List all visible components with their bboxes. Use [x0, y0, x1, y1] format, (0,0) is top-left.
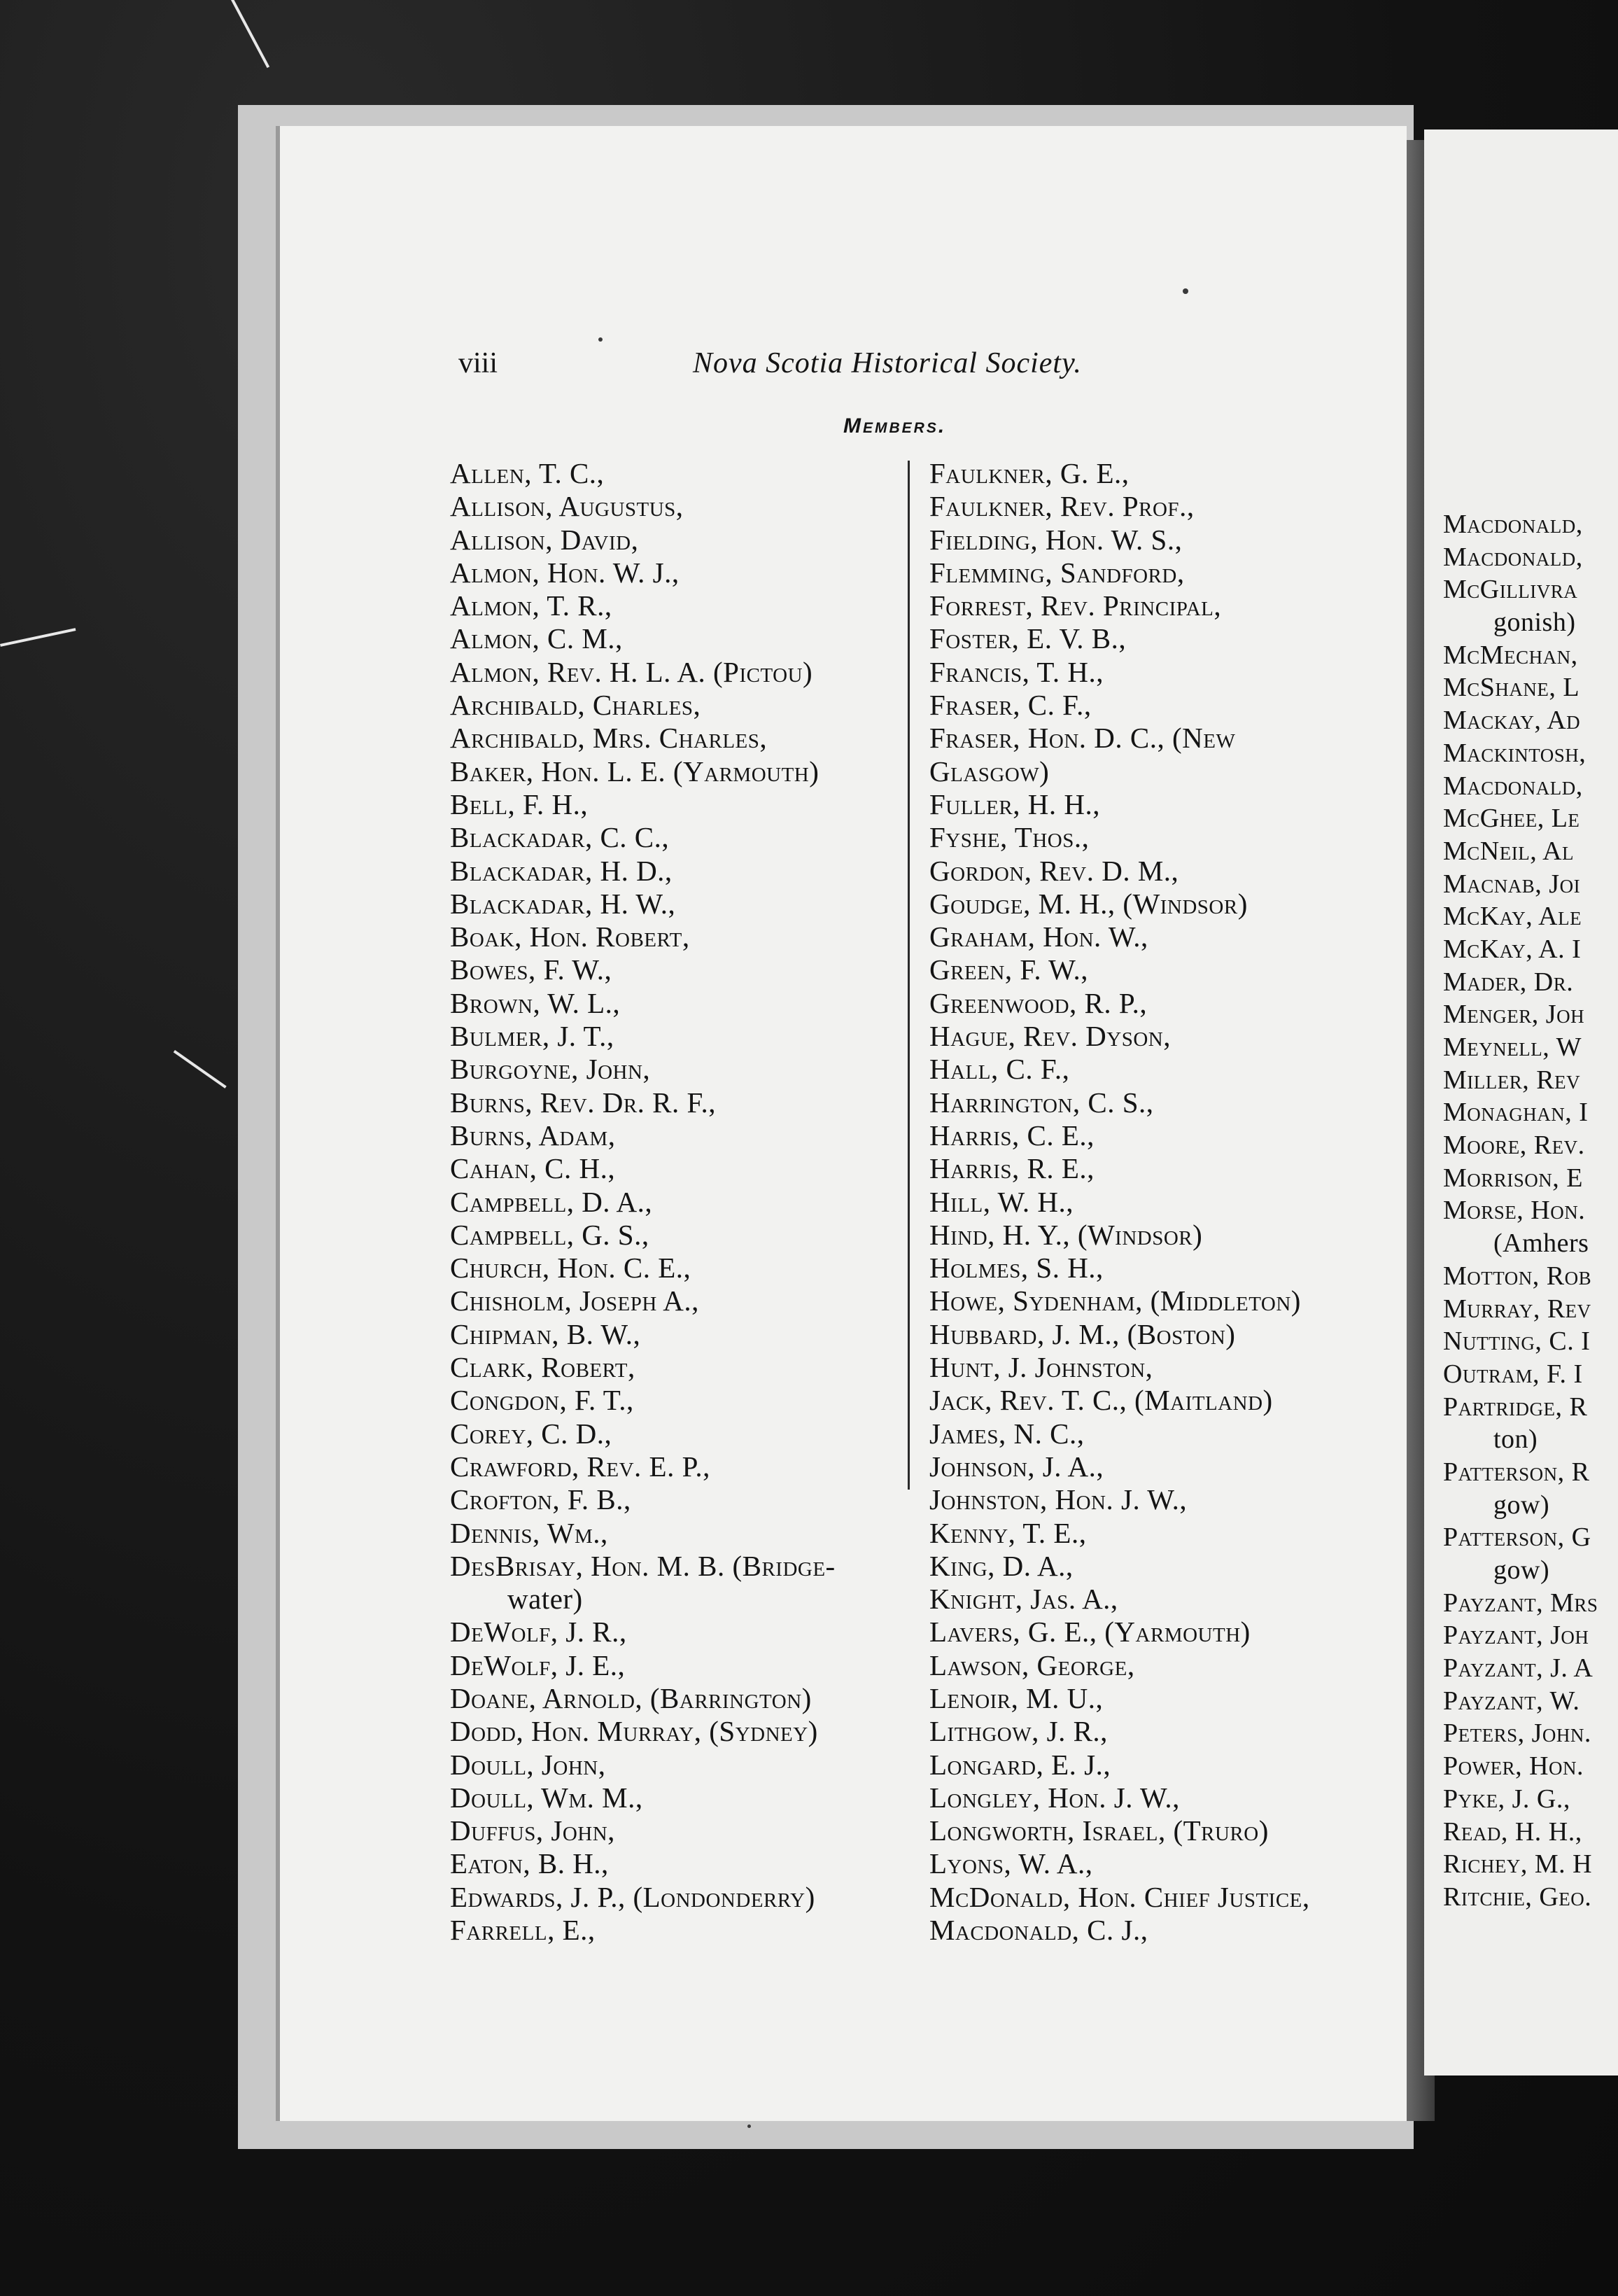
member-entry: Blackadar, H. D., — [450, 854, 673, 887]
member-entry: Bell, F. H., — [450, 788, 589, 820]
member-entry-partial: Murray, Rev — [1443, 1294, 1591, 1324]
member-entry: Lavers, G. E., (Yarmouth) — [929, 1616, 1251, 1648]
member-entry: Allen, T. C., — [450, 457, 605, 489]
member-entry: Clark, Robert, — [450, 1351, 635, 1384]
member-entry: Blackadar, H. W., — [450, 887, 676, 920]
member-entry-partial: Partridge, R — [1443, 1392, 1588, 1422]
member-entry-partial: Meynell, W — [1443, 1032, 1582, 1062]
member-entry-partial: Macdonald, — [1443, 771, 1583, 801]
member-entry-partial: Monaghan, I — [1443, 1098, 1589, 1128]
member-entry: Johnson, J. A., — [929, 1450, 1104, 1483]
member-entry-partial: Peters, John. — [1443, 1718, 1591, 1749]
member-entry: Hind, H. Y., (Windsor) — [929, 1218, 1203, 1251]
member-entry-partial: Patterson, G — [1443, 1522, 1591, 1553]
member-entry: Allison, David, — [450, 523, 639, 556]
member-entry-partial: McNeil, Al — [1443, 836, 1575, 866]
member-entry: Chipman, B. W., — [450, 1317, 641, 1350]
dust-speck — [747, 2124, 751, 2128]
member-entry: Almon, Rev. H. L. A. (Pictou) — [450, 655, 813, 688]
member-entry-partial: gonish) — [1493, 608, 1576, 638]
member-entry: Howe, Sydenham, (Middleton) — [929, 1284, 1301, 1317]
member-entry: Holmes, S. H., — [929, 1252, 1104, 1284]
member-entry: Lithgow, J. R., — [929, 1715, 1108, 1748]
member-entry: Almon, T. R., — [450, 589, 612, 622]
member-entry-partial: Macdonald, — [1443, 542, 1583, 572]
member-entry: Almon, Hon. W. J., — [450, 556, 680, 589]
member-entry: DeWolf, J. R., — [450, 1616, 627, 1648]
member-entry-partial: Patterson, R — [1443, 1457, 1590, 1487]
member-entry: Baker, Hon. L. E. (Yarmouth) — [450, 755, 819, 788]
member-entry: Chisholm, Joseph A., — [450, 1284, 699, 1317]
member-entry: Harrington, C. S., — [929, 1086, 1154, 1119]
member-entry: DeWolf, J. E., — [450, 1648, 626, 1681]
member-entry: Fraser, C. F., — [929, 689, 1092, 722]
member-entry: Congdon, F. T., — [450, 1384, 634, 1417]
member-entry: Faulkner, Rev. Prof., — [929, 490, 1195, 523]
member-entry: Greenwood, R. P., — [929, 986, 1148, 1019]
member-entry-partial: Moore, Rev. — [1443, 1130, 1585, 1161]
member-entry-partial: Motton, Rob — [1443, 1261, 1592, 1291]
member-entry-partial: (Amhers — [1493, 1228, 1589, 1259]
member-entry: Bulmer, J. T., — [450, 1020, 614, 1053]
member-entry: Bowes, F. W., — [450, 953, 612, 986]
member-entry: Doull, Wm. M., — [450, 1781, 643, 1814]
member-entry-partial: gow) — [1493, 1555, 1550, 1585]
dust-speck — [1183, 288, 1188, 294]
member-entry: Archibald, Mrs. Charles, — [450, 722, 768, 755]
member-entry: Lawson, George, — [929, 1648, 1135, 1681]
member-entry: Harris, C. E., — [929, 1119, 1095, 1152]
member-entry-partial: Mackay, Ad — [1443, 706, 1581, 736]
column-rule — [908, 461, 910, 1490]
member-entry: Glasgow) — [929, 755, 1050, 788]
member-entry: Hunt, J. Johnston, — [929, 1351, 1153, 1384]
member-entry-partial: McKay, Ale — [1443, 902, 1582, 932]
page-number: viii — [458, 347, 498, 379]
member-entry-partial: Ritchie, Geo. — [1443, 1882, 1592, 1912]
members-list-right — [929, 457, 1405, 1947]
member-entry: Doane, Arnold, (Barrington) — [450, 1681, 812, 1714]
member-entry: Dodd, Hon. Murray, (Sydney) — [450, 1715, 818, 1748]
member-entry: James, N. C., — [929, 1417, 1085, 1450]
member-entry: Dennis, Wm., — [450, 1516, 608, 1549]
member-entry-partial: McShane, L — [1443, 673, 1580, 703]
member-entry: Campbell, G. S., — [450, 1218, 649, 1251]
member-entry: Blackadar, C. C., — [450, 821, 670, 854]
member-entry: Harris, R. E., — [929, 1152, 1095, 1185]
member-entry: Archibald, Charles, — [450, 689, 701, 722]
member-entry: Fyshe, Thos., — [929, 821, 1090, 854]
member-entry: Green, F. W., — [929, 953, 1089, 986]
section-heading: Members. — [843, 414, 947, 438]
member-entry: water) — [507, 1583, 583, 1616]
dust-speck — [598, 337, 603, 342]
member-entry: Farrell, E., — [450, 1914, 596, 1947]
member-entry: Hague, Rev. Dyson, — [929, 1020, 1171, 1053]
member-entry: Knight, Jas. A., — [929, 1583, 1118, 1616]
member-entry-partial: Morrison, E — [1443, 1163, 1584, 1193]
member-entry: Foster, E. V. B., — [929, 622, 1127, 655]
member-entry: Faulkner, G. E., — [929, 457, 1130, 489]
member-entry-partial: Menger, Joh — [1443, 1000, 1585, 1030]
members-list-left — [450, 457, 898, 1947]
members-list-next-page — [1443, 508, 1598, 1914]
member-entry-partial: McMechan, — [1443, 640, 1578, 670]
member-entry: Hall, C. F., — [929, 1053, 1070, 1086]
member-entry: Fraser, Hon. D. C., (New — [929, 722, 1236, 755]
member-entry: Gordon, Rev. D. M., — [929, 854, 1179, 887]
member-entry: Forrest, Rev. Principal, — [929, 589, 1222, 622]
member-entry-partial: Payzant, W. — [1443, 1686, 1580, 1716]
member-entry-partial: Richey, M. H — [1443, 1849, 1593, 1879]
member-entry-partial: gow) — [1493, 1490, 1550, 1520]
member-entry-partial: Payzant, Joh — [1443, 1620, 1589, 1651]
member-entry: Almon, C. M., — [450, 622, 623, 655]
member-entry: Burgoyne, John, — [450, 1053, 651, 1086]
member-entry: McDonald, Hon. Chief Justice, — [929, 1880, 1310, 1913]
member-entry: Cahan, C. H., — [450, 1152, 616, 1185]
member-entry: Longworth, Israel, (Truro) — [929, 1814, 1269, 1847]
member-entry: Francis, T. H., — [929, 655, 1104, 688]
member-entry: Duffus, John, — [450, 1814, 615, 1847]
member-entry-partial: Mackintosh, — [1443, 738, 1587, 768]
member-entry: Longley, Hon. J. W., — [929, 1781, 1180, 1814]
member-entry-partial: Payzant, J. A — [1443, 1653, 1594, 1684]
member-entry-partial: ton) — [1493, 1424, 1538, 1455]
member-entry: Fielding, Hon. W. S., — [929, 523, 1183, 556]
member-entry: Fuller, H. H., — [929, 788, 1100, 820]
member-entry-partial: Payzant, Mrs — [1443, 1588, 1598, 1618]
member-entry: Brown, W. L., — [450, 986, 621, 1019]
member-entry: Kenny, T. E., — [929, 1516, 1087, 1549]
member-entry-partial: Nutting, C. I — [1443, 1326, 1591, 1357]
member-entry: Doull, John, — [450, 1748, 606, 1781]
running-title: Nova Scotia Historical Society. — [693, 347, 1082, 379]
member-entry: Jack, Rev. T. C., (Maitland) — [929, 1384, 1273, 1417]
member-entry-partial: Macnab, Joi — [1443, 869, 1581, 899]
member-entry: Edwards, J. P., (Londonderry) — [450, 1880, 815, 1913]
member-entry-partial: Read, H. H., — [1443, 1816, 1582, 1847]
member-entry: Campbell, D. A., — [450, 1185, 653, 1218]
member-entry: Church, Hon. C. E., — [450, 1252, 691, 1284]
member-entry-partial: McGillivra — [1443, 575, 1578, 605]
member-entry: Goudge, M. H., (Windsor) — [929, 887, 1248, 920]
member-entry-partial: Miller, Rev — [1443, 1065, 1581, 1095]
member-entry-partial: Power, Hon. — [1443, 1751, 1584, 1782]
member-entry-partial: Outram, F. I — [1443, 1359, 1583, 1389]
member-entry: Longard, E. J., — [929, 1748, 1111, 1781]
member-entry: Allison, Augustus, — [450, 490, 684, 523]
member-entry: Lyons, W. A., — [929, 1847, 1093, 1880]
member-entry: Lenoir, M. U., — [929, 1681, 1104, 1714]
member-entry: Crawford, Rev. E. P., — [450, 1450, 710, 1483]
member-entry-partial: Morse, Hon. — [1443, 1196, 1586, 1226]
member-entry: Burns, Adam, — [450, 1119, 616, 1152]
member-entry: Eaton, B. H., — [450, 1847, 609, 1880]
member-entry-partial: Macdonald, — [1443, 510, 1583, 539]
member-entry: Johnston, Hon. J. W., — [929, 1483, 1188, 1516]
member-entry: Flemming, Sandford, — [929, 556, 1185, 589]
member-entry: Hubbard, J. M., (Boston) — [929, 1317, 1236, 1350]
member-entry: Hill, W. H., — [929, 1185, 1074, 1218]
member-entry: Boak, Hon. Robert, — [450, 920, 690, 953]
member-entry: Graham, Hon. W., — [929, 920, 1148, 953]
member-entry: DesBrisay, Hon. M. B. (Bridge- — [450, 1549, 836, 1582]
member-entry-partial: Pyke, J. G., — [1443, 1784, 1570, 1814]
member-entry: Crofton, F. B., — [450, 1483, 631, 1516]
member-entry-partial: Mader, Dr. — [1443, 967, 1574, 997]
member-entry: Corey, C. D., — [450, 1417, 612, 1450]
member-entry: King, D. A., — [929, 1549, 1074, 1582]
member-entry: Macdonald, C. J., — [929, 1914, 1148, 1947]
member-entry-partial: McGhee, Le — [1443, 804, 1580, 834]
member-entry-partial: McKay, A. I — [1443, 934, 1582, 964]
member-entry: Burns, Rev. Dr. R. F., — [450, 1086, 717, 1119]
